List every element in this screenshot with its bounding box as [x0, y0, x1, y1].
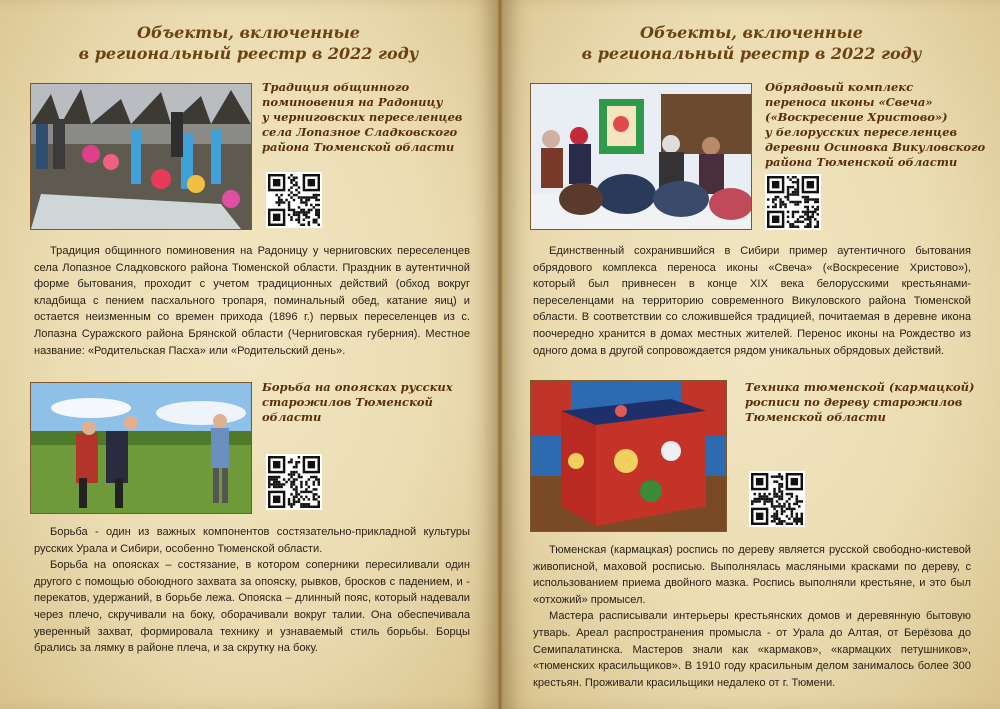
cemetery-radonitsa-caption: Традиция общинного поминовения на Радоницу у черниговских переселенцев села Лопазное Сладковского района Тюменской области [262, 80, 463, 154]
wrestling-photo [30, 382, 252, 514]
cemetery-radonitsa-photo [30, 83, 252, 230]
radonitsa-description: Традиция общинного поминовения на Радоницу у черниговских переселенцев села Лопазное Сладковского района Тюменской области. Праздник в аутентичной форме бытования, проходит с учетом традиционных действий (обход вокруг кладбища с пением пасхального тропаря, поминальный обед, катание яиц) и остается неизменным со времен прихода (1896 г.) первых переселенцев из с. Лопазна Суражского района Брянской области (Черниговская губерния). Местное название: «Родительская Пасха» или «Родительский день». [34, 245, 470, 357]
wrestling-description: Борьба - один из важных компонентов состязательно-прикладной культуры русских Урала и Сибири, особенно Тюменской области. Борьба на опоясках – состязание, в котором соперники пересиливали один другого с помощью обоюдного захвата за опояску, рывков, бросков с падением, и - перекатов, удержаний, в борьбе лежа. Опояска – длинный пояс, который надевали через плечо, скручивали на боку, оборачивали вокруг талии. Она обеспечивала уверенный захват, формировала технику и узнаваемый стиль борьбы. Борцы брались за лямку в районе плеча, и за скрутку на боку. [34, 526, 470, 655]
right-page [503, 0, 1000, 709]
painted-chest-caption: Техника тюменской (кармацкой) росписи по дереву старожилов Тюменской области [745, 380, 975, 424]
qr-code-icon-procession[interactable] [765, 174, 821, 230]
qr-code-wrestling[interactable] [266, 454, 322, 510]
painted-chest-description: Тюменская (кармацкая) роспись по дереву является русской свободно-кистевой живописной, маховой росписью. Выполнялась масляными красками по дереву, с использованием приема двойного мазка. Роспись выполняли крестьяне, и это был «отхожий» промысел. Мастера расписывали интерьеры крестьянских домов и деревянную бытовую утварь. Ареал распространения промысла - от Урала до Алтая, от Берёзова до Семипалатинска. Мастеров знали как «кармаков», «кармацких петушников», «тюменских красильщиков». В 1910 году красильным делом занималось более 300 крестьян. Проживали красильщики недалеко от г. Тюмени. [533, 544, 971, 689]
icon-procession-photo [530, 83, 752, 230]
qr-code-painted-chest[interactable] [749, 471, 805, 527]
icon-procession-caption: Обрядовый комплекс переноса иконы «Свеча» («Воскресение Христово») у белорусских переселенцев деревни Осиновка Викуловского района Тюменской области [765, 80, 986, 169]
left-page [0, 0, 497, 709]
qr-code-radonitsa[interactable] [266, 172, 322, 228]
painted-chest-photo [530, 380, 727, 532]
right-page-heading: Объекты, включенные в региональный реестр в 2022 году [581, 23, 922, 63]
wrestling-caption: Борьба на опоясках русских старожилов Тюменской области [262, 380, 453, 424]
icon-procession-description: Единственный сохранившийся в Сибири пример аутентичного бытования обрядового комплекса переноса иконы «Свеча» («Воскресение Христово»), который был привнесен в конце XIX века белорусскими крестьянами-переселенцами на территорию современного Викуловского района Тюменской области. В соответствии со сложившейся традицией, почитаемая в деревне икона поочередно хранится в домах местных жителей. Перенос иконы на Рождество из одного дома в другой сопровождается рядом уникальных обрядовых действий. [533, 245, 971, 357]
left-page-heading: Объекты, включенные в региональный реестр в 2022 году [78, 23, 419, 63]
